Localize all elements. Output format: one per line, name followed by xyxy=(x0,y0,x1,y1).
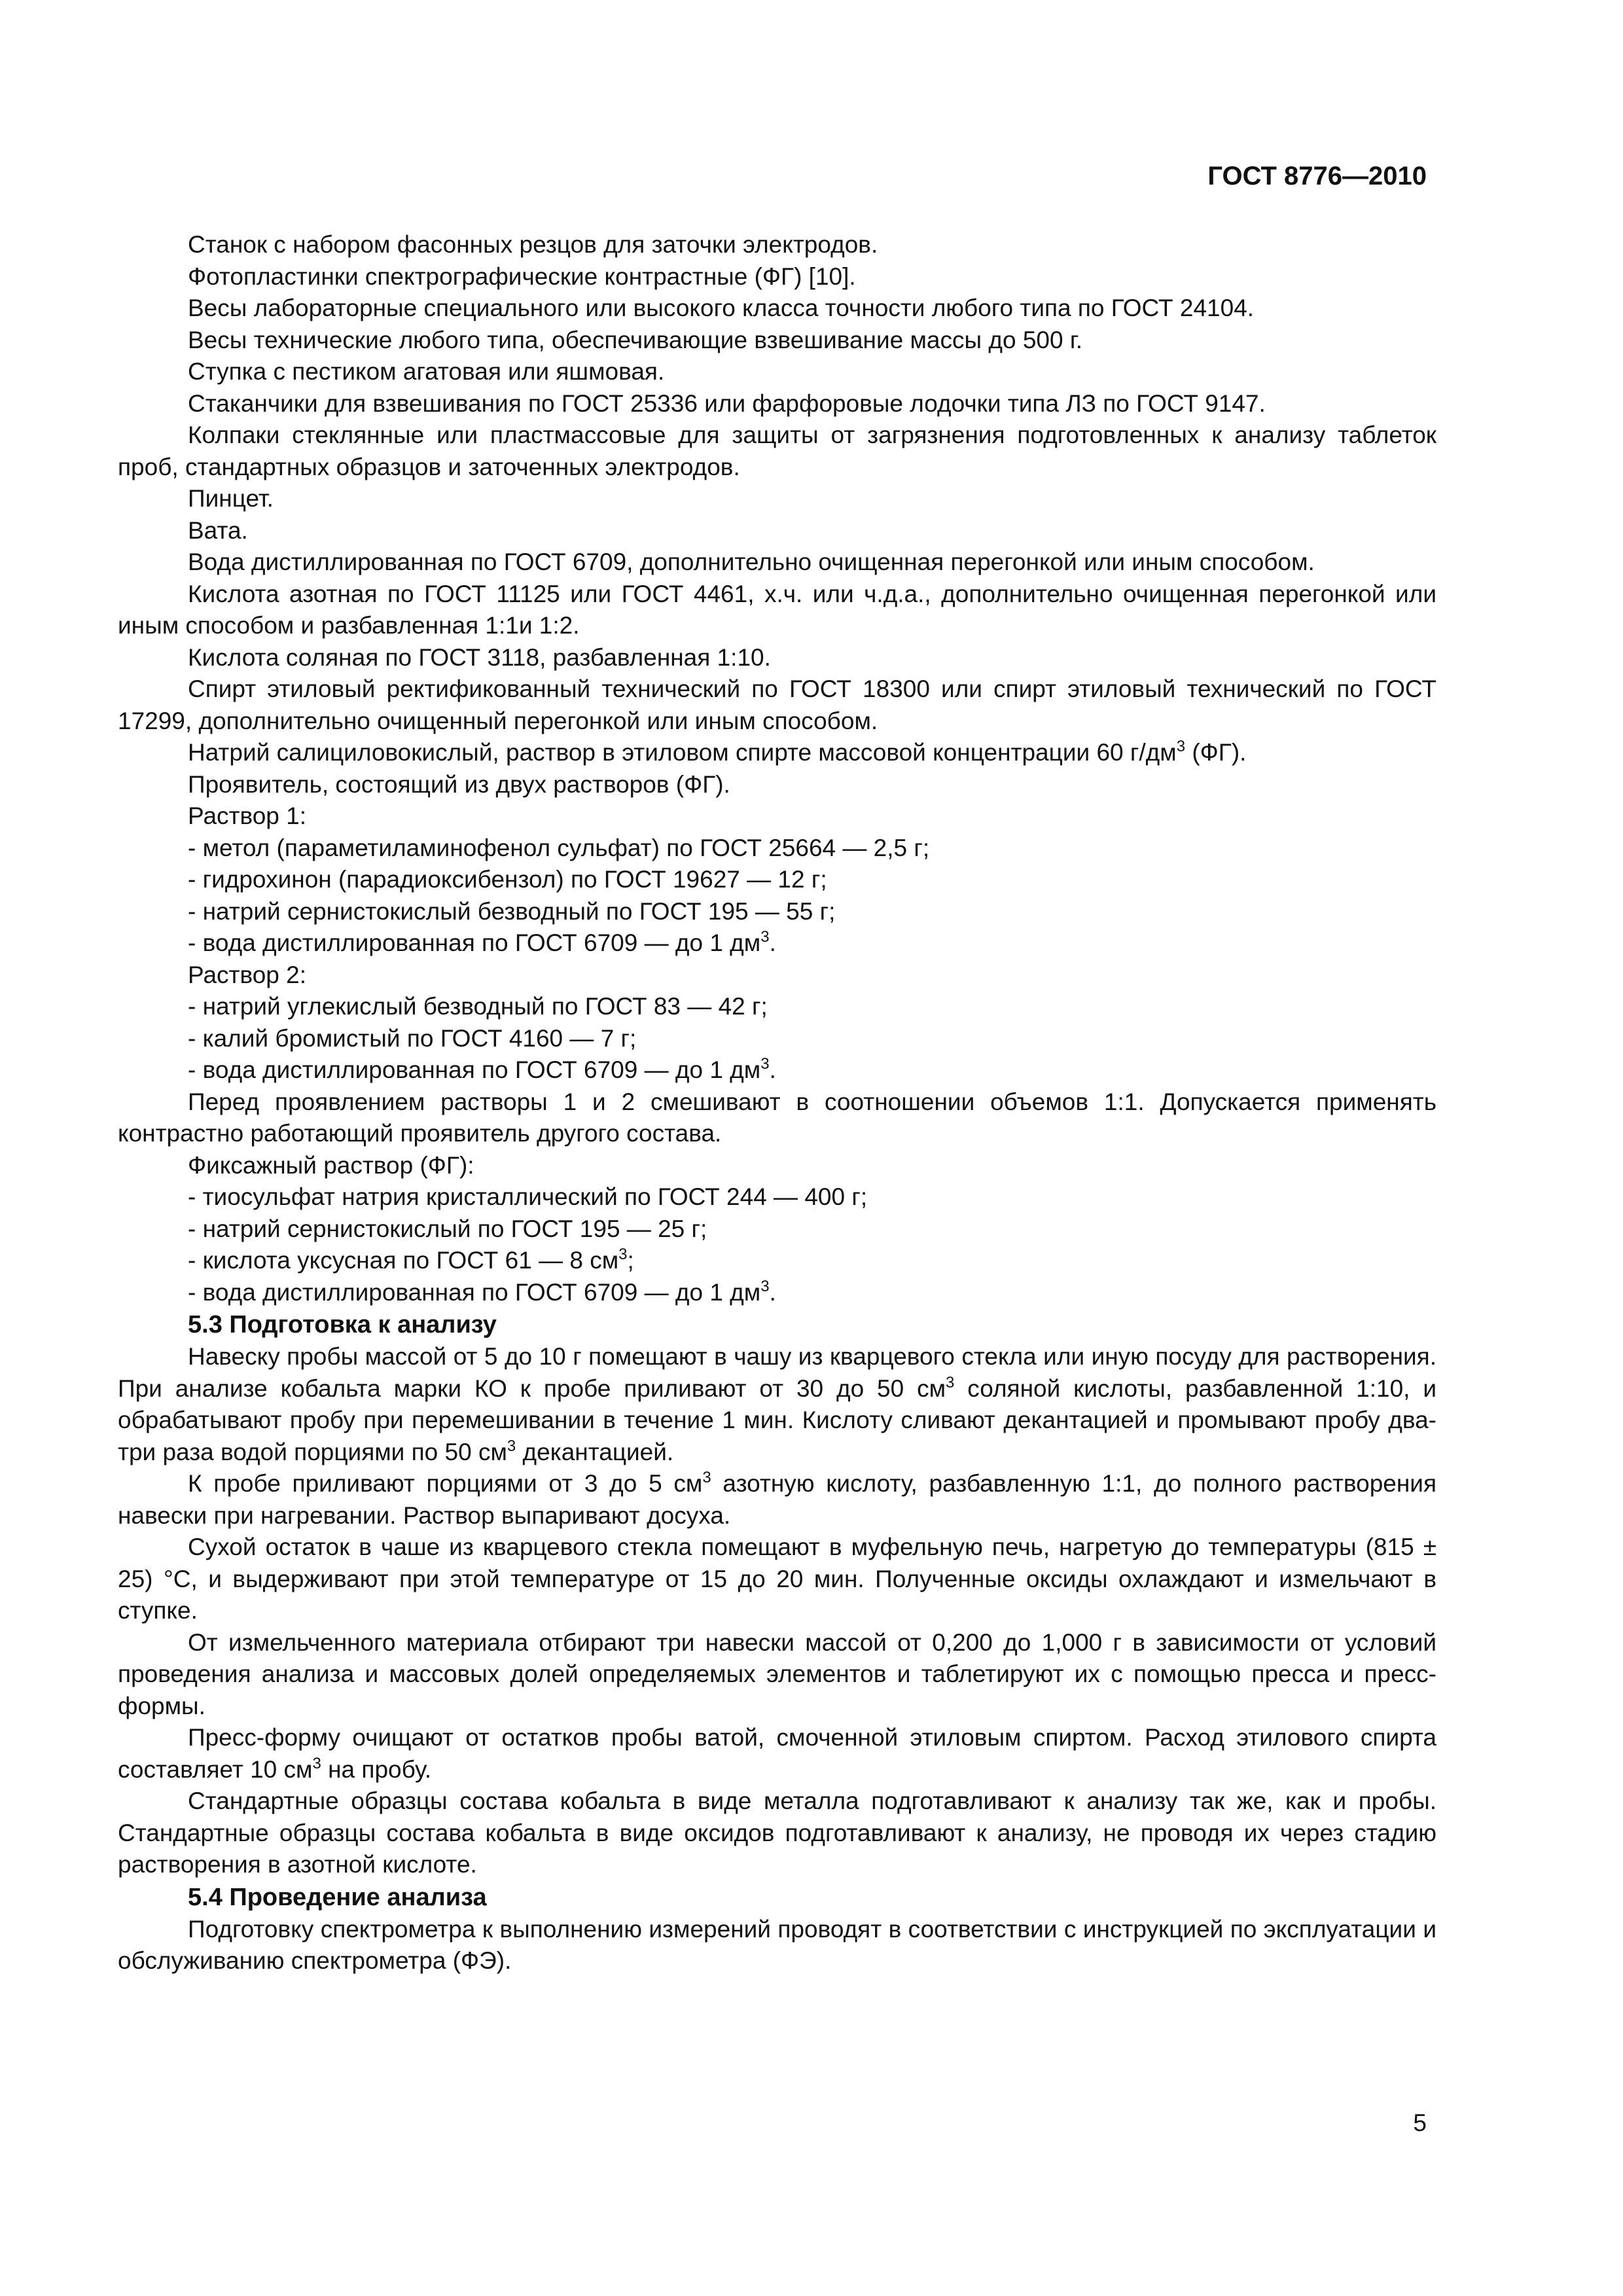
paragraph: Спирт этиловый ректификованный технический по ГОСТ 18300 или спирт этиловый технический по ГОСТ 17299, дополнительно очищенный перегонкой или иным способом. xyxy=(118,675,1436,734)
paragraph-text: Натрий салициловокислый, раствор в этиловом спирте массовой концентрации 60 г/дм xyxy=(188,739,1177,766)
paragraph-text: азотную кислоту, разбавленную 1:1, до полного растворения навески при нагревании. Раствор выпаривают досуха. xyxy=(118,1470,1436,1529)
paragraph-text: - кислота уксусная по ГОСТ 61 — 8 см xyxy=(188,1247,619,1274)
paragraph: Станок с набором фасонных резцов для заточки электродов. xyxy=(188,231,878,258)
paragraph xyxy=(118,1277,1436,1309)
paragraph-text: - вода дистиллированная по ГОСТ 6709 — до 1 дм xyxy=(188,1278,761,1306)
paragraph: Весы технические любого типа, обеспечивающие взвешивание массы до 500 г. xyxy=(188,326,1083,353)
paragraph xyxy=(118,927,1436,960)
paragraph: - тиосульфат натрия кристаллический по ГОСТ 244 — 400 г; xyxy=(188,1183,868,1210)
paragraph xyxy=(118,1722,1436,1785)
paragraph: Раствор 2: xyxy=(188,961,307,988)
document-code: ГОСТ 8776—2010 xyxy=(1207,162,1427,190)
paragraph: Стаканчики для взвешивания по ГОСТ 25336 или фарфоровые лодочки типа ЛЗ по ГОСТ 9147. xyxy=(188,389,1266,417)
paragraph: Подготовку спектрометра к выполнению измерений проводят в соответствии с инструкцией по эксплуатации и обслуживанию спектрометра (ФЭ). xyxy=(118,1915,1436,1974)
superscript: 3 xyxy=(1176,738,1186,755)
paragraph: Кислота азотная по ГОСТ 11125 или ГОСТ 4461, х.ч. или ч.д.а., дополнительно очищенная перегонкой или иным способом и разбавленная 1:1и 1:2. xyxy=(118,580,1436,639)
paragraph: Фотопластинки спектрографические контрастные (ФГ) [10]. xyxy=(188,262,856,290)
paragraph-text: - вода дистиллированная по ГОСТ 6709 — до 1 дм xyxy=(188,929,761,956)
paragraph xyxy=(118,1341,1436,1468)
paragraph: Вода дистиллированная по ГОСТ 6709, дополнительно очищенная перегонкой или иным способом. xyxy=(188,548,1315,575)
superscript: 3 xyxy=(760,1055,770,1073)
paragraph: От измельченного материала отбирают три навески массой от 0,200 до 1,000 г в зависимости от условий проведения анализа и массовых долей определяемых элементов и таблетируют их с помощью пресса и пресс-формы. xyxy=(118,1628,1436,1719)
paragraph-text: Навеску пробы массой от 5 до 10 г помещают в чашу из кварцевого стекла или иную посуду для растворения. При анализе кобальта марки КО к пробе приливают от 30 до 50 см xyxy=(118,1343,1436,1402)
paragraph: - натрий углекислый безводный по ГОСТ 83 — 42 г; xyxy=(188,993,768,1020)
paragraph xyxy=(118,1468,1436,1532)
paragraph: - натрий сернистокислый безводный по ГОСТ 195 — 55 г; xyxy=(188,897,836,925)
paragraph: Вата. xyxy=(188,516,248,544)
paragraph: Колпаки стеклянные или пластмассовые для защиты от загрязнения подготовленных к анализу таблеток проб, стандартных образцов и заточенных электродов. xyxy=(118,422,1436,480)
paragraph: - натрий сернистокислый по ГОСТ 195 — 25 г; xyxy=(188,1215,707,1242)
superscript: 3 xyxy=(618,1246,628,1263)
paragraph-text: соляной кислоты, разбавленной 1:10, и обрабатывают пробу при перемешивании в течение 1 мин. Кислоту сливают декантацией и промывают пробу два-три раза водой порциями по 50 см xyxy=(118,1374,1436,1465)
paragraph: - метол (параметиламинофенол сульфат) по ГОСТ 25664 — 2,5 г; xyxy=(188,834,930,861)
paragraph-text: - вода дистиллированная по ГОСТ 6709 — до 1 дм xyxy=(188,1056,761,1083)
paragraph: Сухой остаток в чаше из кварцевого стекла помещают в муфельную печь, нагретую до температуры (815 ± 25) °С, и выдерживают при этой температуре от 15 до 20 мин. Полученные оксиды охлаждают и измельчают в ступке. xyxy=(118,1534,1436,1624)
paragraph: Перед проявлением растворы 1 и 2 смешивают в соотношении объемов 1:1. Допускается применять контрастно работающий проявитель другого состава. xyxy=(118,1088,1436,1147)
superscript: 3 xyxy=(702,1469,711,1486)
paragraph-text: (ФГ). xyxy=(1185,739,1247,766)
superscript: 3 xyxy=(760,1277,770,1295)
paragraph-text: декантацией. xyxy=(516,1438,674,1465)
paragraph-text: . xyxy=(769,929,776,956)
paragraph: - гидрохинон (парадиоксибензол) по ГОСТ 19627 — 12 г; xyxy=(188,866,827,893)
paragraph-text: Пресс-форму очищают от остатков пробы ватой, смоченной этиловым спиртом. Расход этилового спирта составляет 10 см xyxy=(118,1724,1436,1783)
paragraph: Стандартные образцы состава кобальта в виде металла подготавливают к анализу так же, как и пробы. Стандартные образцы состава кобальта в виде оксидов подготавливают к анализу, не проводя их через стадию растворения в азотной кислоте. xyxy=(118,1787,1436,1878)
superscript: 3 xyxy=(507,1437,516,1455)
paragraph-text: К пробе приливают порциями от 3 до 5 см xyxy=(188,1470,703,1497)
paragraph: Фиксажный раствор (ФГ): xyxy=(188,1151,474,1179)
superscript: 3 xyxy=(760,928,770,946)
paragraph: Кислота соляная по ГОСТ 3118, разбавленная 1:10. xyxy=(188,643,771,671)
paragraph-text: на пробу. xyxy=(321,1755,432,1783)
superscript: 3 xyxy=(312,1754,321,1772)
paragraph-text: . xyxy=(769,1278,776,1306)
section-heading: 5.4 Проведение анализа xyxy=(188,1883,487,1911)
superscript: 3 xyxy=(946,1373,955,1391)
document-body xyxy=(118,229,1436,1977)
paragraph xyxy=(118,737,1436,769)
section-heading: 5.3 Подготовка к анализу xyxy=(188,1311,497,1338)
paragraph-text: . xyxy=(769,1056,776,1083)
paragraph xyxy=(118,1245,1436,1277)
paragraph: Весы лабораторные специального или высокого класса точности любого типа по ГОСТ 24104. xyxy=(188,295,1255,321)
paragraph: Пинцет. xyxy=(188,485,274,512)
paragraph: Ступка с пестиком агатовая или яшмовая. xyxy=(188,358,665,385)
paragraph xyxy=(118,1054,1436,1086)
paragraph-text: ; xyxy=(627,1247,634,1274)
paragraph: Проявитель, состоящий из двух растворов (ФГ). xyxy=(188,770,730,798)
paragraph: - калий бромистый по ГОСТ 4160 — 7 г; xyxy=(188,1024,637,1052)
page-number: 5 xyxy=(1413,2109,1427,2136)
paragraph: Раствор 1: xyxy=(188,802,307,829)
